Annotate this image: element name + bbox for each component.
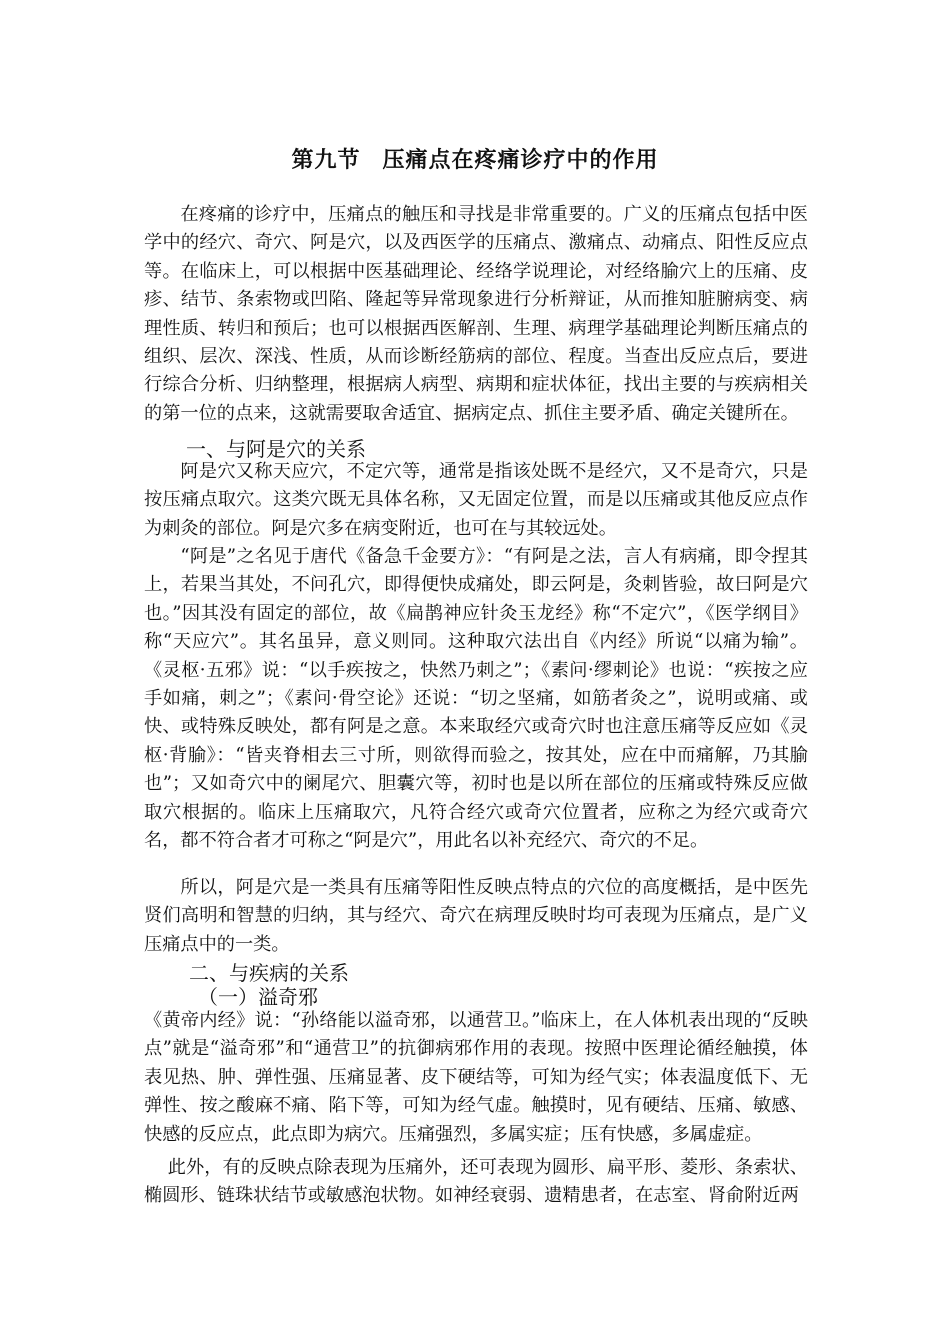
section1-heading: 一、与阿是穴的关系: [186, 437, 366, 461]
title-text: 压痛点在疼痛诊疗中的作用: [382, 148, 659, 173]
section1-paragraph-3: 所以，阿是穴是一类具有压痛等阳性反映点特点的穴位的高度概括，是中医先贤们高明和智慧的归纳，其与经穴、奇穴在病理反映时均可表现为压痛点，是广义压痛点中的一类。: [144, 877, 808, 955]
section2-subheading-1: （一）溢奇邪: [198, 985, 318, 1009]
page-title: [0, 143, 950, 174]
section2-paragraph-1: 《黄帝内经》说：“孙络能以溢奇邪，以通营卫。”临床上，在人体机表出现的“反映点”就是“溢奇邪”和“通营卫”的抗御病邪作用的表现。按照中医理论循经触摸，体表见热、肿、弹性强、压痛显著、皮下硬结等，可知为经气实；体表温度低下、无弹性、按之酸麻不痛、陷下等，可知为经气虚。触摸时，见有硬结、压痛、敏感、快感的反应点，此点即为病穴。压痛强烈，多属实症；压有快感，多属虚症。: [144, 1010, 808, 1145]
intro-paragraph: 在疼痛的诊疗中，压痛点的触压和寻找是非常重要的。广义的压痛点包括中医学中的经穴、奇穴、阿是穴，以及西医学的压痛点、激痛点、动痛点、阳性反应点等。在临床上，可以根据中医基础理论、经络学说理论，对经络腧穴上的压痛、皮疹、结节、条索物或凹陷、隆起等异常现象进行分析辩证，从而推知脏腑病变、病理性质、转归和预后；也可以根据西医解剖、生理、病理学基础理论判断压痛点的组织、层次、深浅、性质，从而诊断经筋病的部位、程度。当查出反应点后，要进行综合分析、归纳整理，根据病人病型、病期和症状体征，找出主要的与疾病相关的第一位的点来，这就需要取舍适宜、据病定点、抓住主要矛盾、确定关键所在。: [144, 204, 808, 424]
section1-paragraph-2: “阿是”之名见于唐代《备急千金要方》：“有阿是之法，言人有病痛，即令捏其上，若果当其处，不问孔穴，即得便快成痛处，即云阿是，灸刺皆验，故曰阿是穴也。”因其没有固定的部位，故《扁鹊神应针灸玉龙经》称“不定穴”，《医学纲目》称“天应穴”。其名虽异，意义则同。这种取穴法出自《内经》所说“以痛为输”。《灵枢·五邪》说：“以手疾按之，快然乃刺之”；《素问·缪刺论》也说：“疾按之应手如痛，刺之”；《素问·骨空论》还说：“切之坚痛，如筋者灸之”，说明或痛、或快、或特殊反映处，都有阿是之意。本来取经穴或奇穴时也注意压痛等反应如《灵枢·背腧》：“皆夹脊相去三寸所，则欲得而验之，按其处，应在中而痛解，乃其腧也”；又如奇穴中的阑尾穴、胆囊穴等，初时也是以所在部位的压痛或特殊反应做取穴根据的。临床上压痛取穴，凡符合经穴或奇穴位置者，应称之为经穴或奇穴名，都不符合者才可称之“阿是穴”，用此名以补充经穴、奇穴的不足。: [144, 546, 808, 852]
section-number: 第九节: [291, 148, 361, 173]
section2-heading: 二、与疾病的关系: [189, 961, 349, 985]
section1-paragraph-1: 阿是穴又称天应穴，不定穴等，通常是指该处既不是经穴，又不是奇穴，只是按压痛点取穴。这类穴既无具体名称，又无固定位置，而是以压痛或其他反应点作为刺灸的部位。阿是穴多在病变附近，也可在与其较远处。: [144, 461, 808, 539]
section2-paragraph-2: 此外，有的反映点除表现为压痛外，还可表现为圆形、扁平形、菱形、条索状、椭圆形、链珠状结节或敏感泡状物。如神经衰弱、遗精患者，在志室、肾俞附近两: [144, 1157, 808, 1207]
